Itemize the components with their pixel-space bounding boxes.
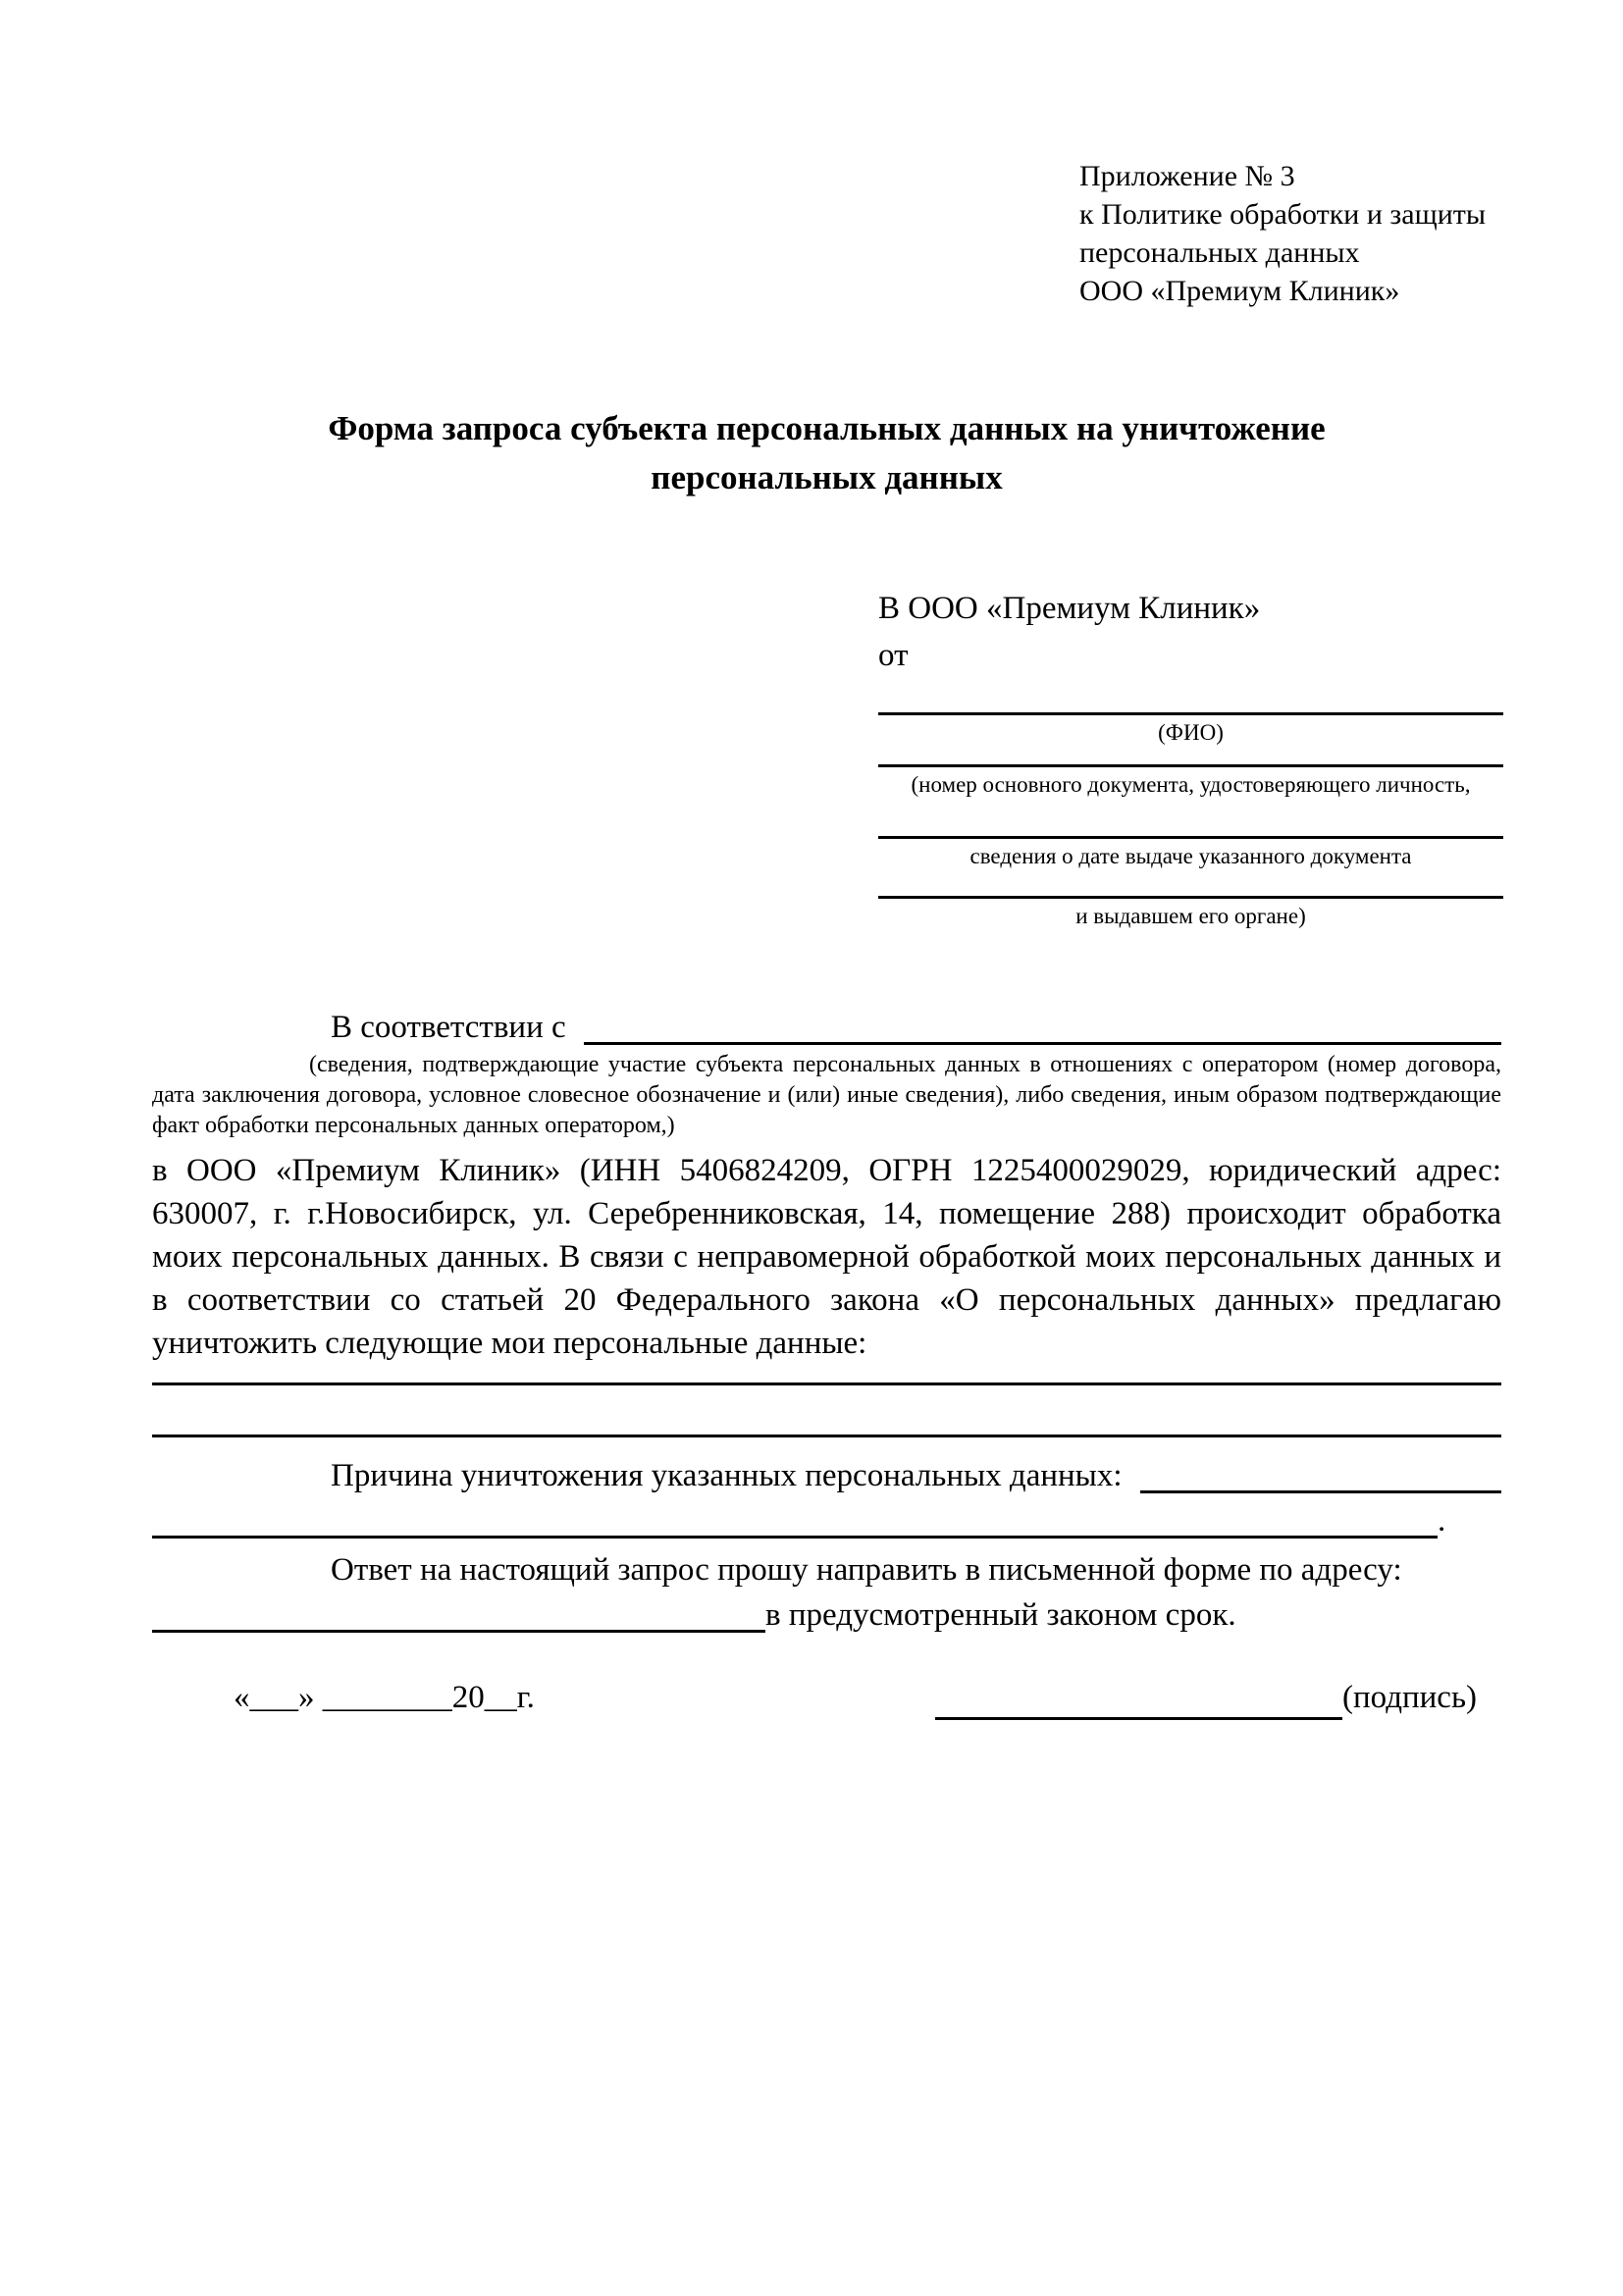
accordance-label: В соответствии с: [331, 1010, 574, 1045]
addressee-from-label: от: [878, 638, 909, 673]
fio-field-caption: (ФИО): [1158, 720, 1224, 745]
document-title: Форма запроса субъекта персональных данных на уничтожение персональных данных: [328, 409, 1326, 496]
addressee-to: В ООО «Премиум Клиник»: [878, 591, 1261, 626]
appendix-line: к Политике обработки и защиты: [1079, 198, 1487, 231]
reason-blank-field-continued: [152, 1498, 1438, 1539]
issuing-authority-blank-field: [878, 870, 1503, 899]
addressee-block: [878, 585, 1503, 930]
response-sentence: Ответ на настоящий запрос прошу направить в письменной форме по адресу:: [331, 1552, 1402, 1588]
personal-data-blank-line-1: [152, 1365, 1501, 1385]
reason-blank-line-2: [152, 1498, 1501, 1543]
fio-blank-field: [878, 679, 1503, 715]
reason-row: [152, 1453, 1501, 1498]
reason-blank-field: [1140, 1453, 1501, 1493]
issue-date-field-caption: сведения о дате выдаче указанного документа: [969, 844, 1412, 868]
document-number-field-caption: (номер основного документа, удостоверяющего личность,: [911, 772, 1471, 797]
accordance-row: [152, 1005, 1501, 1050]
appendix-header: [1079, 157, 1501, 310]
response-address-row: [152, 1592, 1501, 1638]
sentence-period: .: [1438, 1503, 1446, 1539]
personal-data-blank-line-2: [152, 1385, 1501, 1437]
appendix-line: персональных данных: [1079, 236, 1360, 269]
signature-caption: (подпись): [1342, 1680, 1477, 1715]
issuing-authority-field-caption: и выдавшем его органе): [1075, 904, 1306, 928]
signature-block: [935, 1675, 1477, 1720]
appendix-line: ООО «Премиум Клиник»: [1079, 275, 1400, 307]
document-number-blank-field: [878, 747, 1503, 767]
address-blank-field: [152, 1592, 765, 1633]
accordance-blank-field: [584, 1005, 1501, 1045]
appendix-line: Приложение № 3: [1079, 160, 1295, 192]
issue-date-blank-field: [878, 799, 1503, 839]
signature-blank-field: [935, 1677, 1342, 1720]
date-signature-row: [152, 1675, 1501, 1720]
date-blank-line: «___» ________20__г.: [234, 1680, 535, 1715]
main-paragraph: в ООО «Премиум Клиник» (ИНН 5406824209, ОГРН 1225400029029, юридический адрес: 630007, г. г.Новосибирск, ул. Серебренниковская, 14, помещение 288) происходит обработка моих персональных данных. В связи с неправомерной обработкой моих персональных данных и в соответствии со статьей 20 Федерального закона «О персональных данных» предлагаю уничтожить следующие мои персональные данные:: [152, 1153, 1501, 1361]
accordance-footnote: (сведения, подтверждающие участие субъекта персональных данных в отношениях с оператором (номер договора, дата заключения договора, условное словесное обозначение и (или) иные сведения), либо сведения, иным образом подтверждающие факт обработки персональных данных оператором,): [152, 1052, 1501, 1138]
reason-label: Причина уничтожения указанных персональных данных:: [331, 1458, 1130, 1493]
response-tail: в предусмотренный законом срок.: [765, 1597, 1236, 1633]
